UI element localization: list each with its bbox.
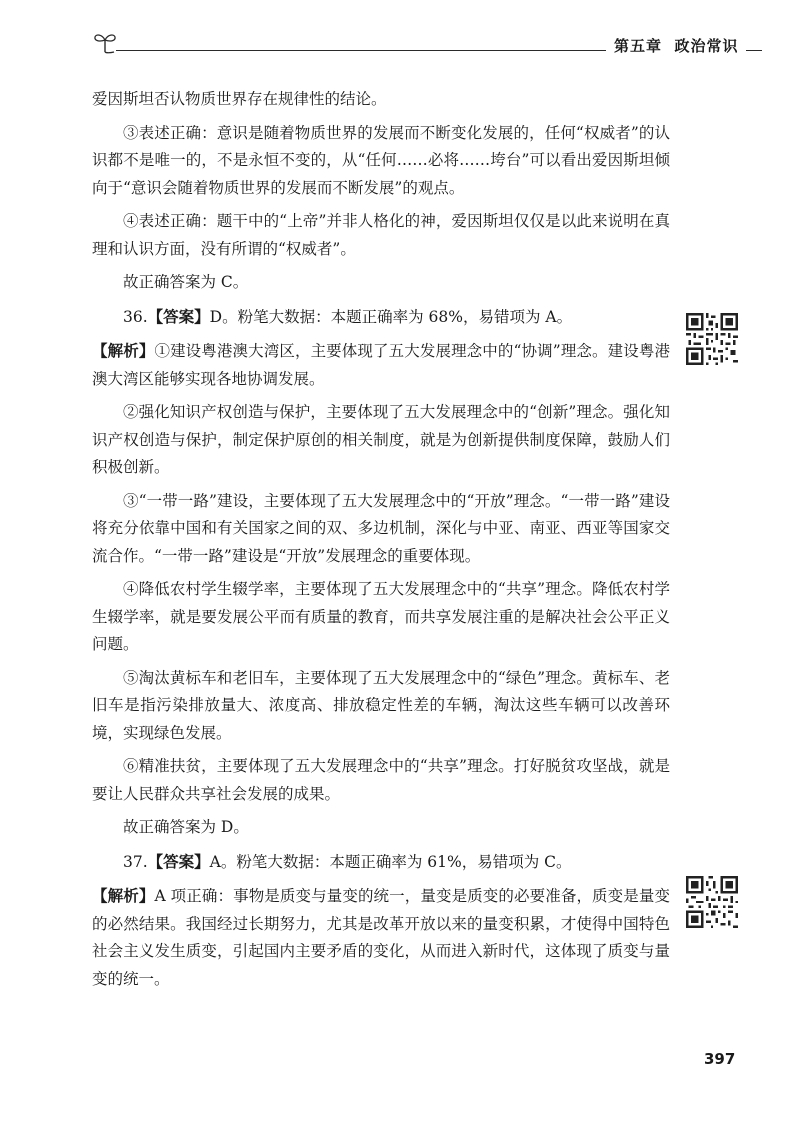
question-37-analysis — [92, 882, 670, 993]
chapter-number: 第五章 — [614, 37, 663, 55]
analysis-text: A 项正确：事物是质变与量变的统一，量变是质变的必要准备，质变是量变的必然结果。我国经过长期努力，尤其是改革开放以来的量变积累，才使得中国特色社会主义发生质变，引起国内主要矛盾的变化，从而进入新时代，这体现了质变与量变的统一。 — [92, 887, 670, 988]
paragraph-9: ⑤淘汰黄标车和老旧车，主要体现了五大发展理念中的“绿色”理念。黄标车、老旧车是指污染排放量大、浓度高、排放稳定性差的车辆，淘汰这些车辆可以改善环境，实现绿色发展。 — [92, 668, 670, 742]
paragraph-11: 故正确答案为 D。 — [123, 818, 249, 836]
page-header — [92, 30, 762, 62]
question-37-number: 37. — [123, 852, 148, 871]
page-content — [92, 86, 670, 999]
qr-code-icon[interactable] — [686, 313, 738, 365]
question-36-analysis — [92, 337, 670, 393]
answer-text: D。粉笔大数据：本题正确率为 68%，易错项为 A。 — [209, 307, 573, 326]
sprout-icon — [92, 30, 118, 56]
analysis-text: ①建设粤港澳大湾区，主要体现了五大发展理念中的“协调”理念。建设粤港澳大湾区能够实现各地协调发展。 — [92, 342, 670, 388]
analysis-label: 【解析】 — [92, 341, 155, 360]
analysis-label: 【解析】 — [92, 886, 155, 905]
paragraph-8: ④降低农村学生辍学率，主要体现了五大发展理念中的“共享”理念。降低农村学生辍学率，就是要发展公平而有质量的教育，而共享发展注重的是解决社会公平正义问题。 — [92, 580, 670, 653]
header-rule — [116, 50, 676, 51]
question-36-number: 36. — [123, 307, 148, 326]
page-number: 397 — [704, 1050, 736, 1068]
answer-text: A。粉笔大数据：本题正确率为 61%，易错项为 C。 — [209, 852, 572, 871]
paragraph-7: ③“一带一路”建设，主要体现了五大发展理念中的“开放”理念。“一带一路”建设将充分依靠中国和有关国家之间的双、多边机制，深化与中亚、南亚、西亚等国家交流合作。“一带一路”建设是“开放”发展理念的重要体现。 — [92, 491, 670, 565]
paragraph-6: ②强化知识产权创造与保护，主要体现了五大发展理念中的“创新”理念。强化知识产权创造与保护，制定保护原创的相关制度，就是为创新提供制度保障，鼓励人们积极创新。 — [92, 403, 670, 476]
answer-label: 【答案】 — [147, 306, 210, 326]
paragraph-10: ⑥精准扶贫，主要体现了五大发展理念中的“共享”理念。打好脱贫攻坚战，就是要让人民群众共享社会发展的成果。 — [92, 757, 670, 803]
chapter-name: 政治常识 — [674, 37, 739, 55]
paragraph-2: ③表述正确：意识是随着物质世界的发展而不断变化发展的，任何“权威者”的认识都不是唯一的，不是永恒不变的，从“任何……必将……垮台”可以看出爱因斯坦倾向于“意识会随着物质世界的发展而不断发展”的观点。 — [92, 123, 670, 197]
chapter-title — [606, 35, 746, 56]
paragraph-3: ④表述正确：题干中的“上帝”并非人格化的神，爱因斯坦仅仅是以此来说明在真理和认识方面，没有所谓的“权威者”。 — [92, 212, 670, 258]
paragraph-1: 爱因斯坦否认物质世界存在规律性的结论。 — [92, 90, 387, 108]
qr-code-icon[interactable] — [686, 876, 738, 928]
answer-label: 【答案】 — [147, 851, 210, 871]
question-36-answer — [92, 303, 670, 332]
paragraph-4: 故正确答案为 C。 — [123, 273, 249, 291]
question-37-answer — [92, 848, 670, 877]
